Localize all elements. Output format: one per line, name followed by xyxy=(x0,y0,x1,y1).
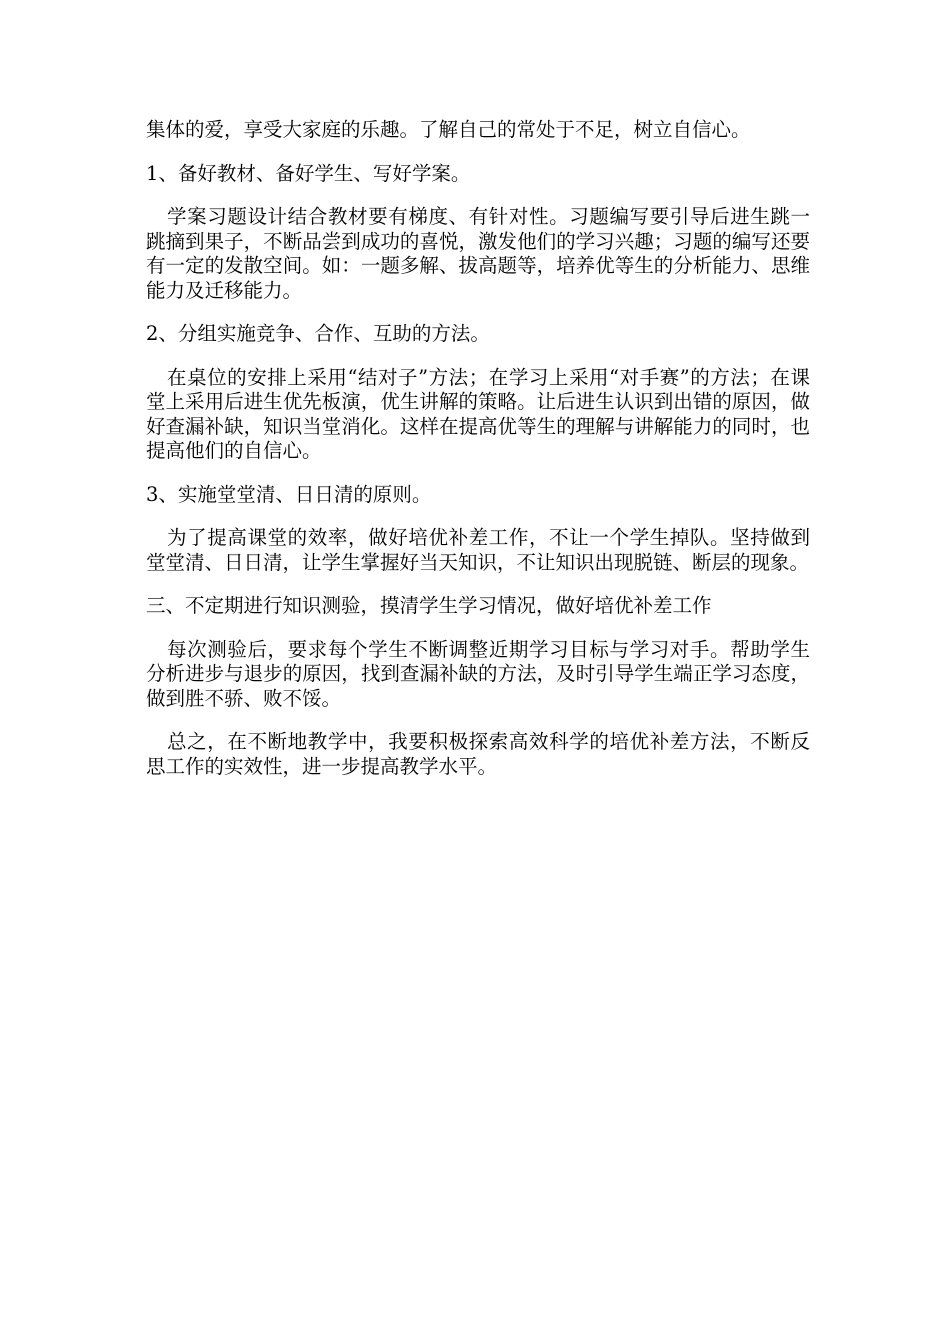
chapter-heading-3: 三、不定期进行知识测验，摸清学生学习情况，做好培优补差工作 xyxy=(146,594,712,617)
paragraph-conclusion: 总之，在不断地教学中，我要积极探索高效科学的培优补差方法，不断反思工作的实效性，进一步提高教学水平。 xyxy=(146,730,810,778)
paragraph-continuation: 集体的爱，享受大家庭的乐趣。了解自己的常处于不足，树立自信心。 xyxy=(146,118,751,141)
document-body xyxy=(146,118,810,798)
paragraph-testing: 每次测验后，要求每个学生不断调整近期学习目标与学习对手。帮助学生分析进步与退步的原因，找到查漏补缺的方法，及时引导学生端正学习态度，做到胜不骄、败不馁。 xyxy=(146,637,810,710)
paragraph-group-method: 在桌位的安排上采用“结对子”方法；在学习上采用“对手赛”的方法；在课堂上采用后进生优先板演，优生讲解的策略。让后进生认识到出错的原因，做好查漏补缺，知识当堂消化。这样在提高优等生的理解与讲解能力的同时，也提高他们的自信心。 xyxy=(146,365,810,462)
section-heading-1: 1、备好教材、备好学生、写好学案。 xyxy=(146,161,471,185)
paragraph-study-plan: 学案习题设计结合教材要有梯度、有针对性。习题编写要引导后进生跳一跳摘到果子，不断品尝到成功的喜悦，激发他们的学习兴趣；习题的编写还要有一定的发散空间。如：一题多解、拔高题等，培养优等生的分析能力、思维能力及迁移能力。 xyxy=(146,205,810,302)
section-heading-2: 2、分组实施竞争、合作、互助的方法。 xyxy=(146,322,490,345)
paragraph-daily-clear: 为了提高课堂的效率，做好培优补差工作，不让一个学生掉队。坚持做到堂堂清、日日清，让学生掌握好当天知识，不让知识出现脱链、断层的现象。 xyxy=(146,526,810,574)
section-heading-3: 3、实施堂堂清、日日清的原则。 xyxy=(146,482,432,506)
